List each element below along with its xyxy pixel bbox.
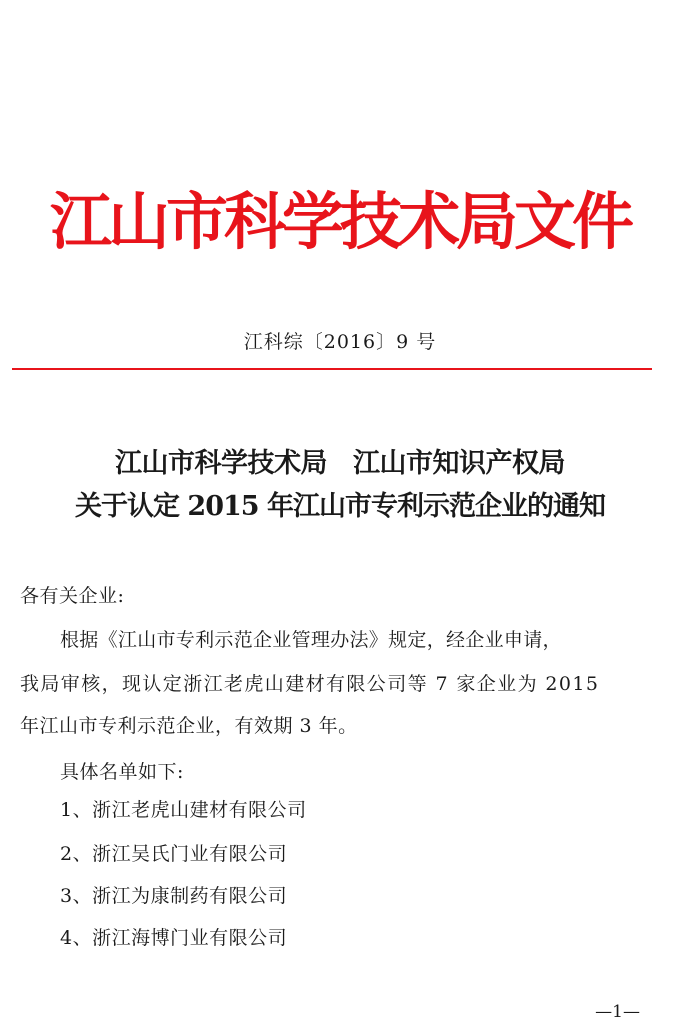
notice-issuer-2: 江山市知识产权局	[353, 448, 565, 479]
body-paragraph-line: 根据《江山市专利示范企业管理办法》规定，经企业申请，	[60, 629, 562, 651]
body-paragraph-line: 我局审核，现认定浙江老虎山建材有限公司等 7 家企业为 2015	[20, 673, 600, 695]
red-divider-line	[12, 368, 652, 370]
document-number: 江科综〔2016〕9 号	[243, 331, 437, 353]
list-item: 4、浙江海博门业有限公司	[60, 927, 288, 949]
salutation: 各有关企业:	[20, 585, 125, 607]
document-header-title: 江山市科学技术局文件	[49, 185, 630, 258]
page-number: —1—	[595, 1002, 640, 1022]
list-item: 1、浙江老虎山建材有限公司	[60, 799, 307, 821]
list-item: 2、浙江吴氏门业有限公司	[60, 843, 288, 865]
notice-title-line-1	[0, 446, 680, 482]
list-item: 3、浙江为康制药有限公司	[60, 885, 288, 907]
notice-title-line-2: 关于认定 2015 年江山市专利示范企业的通知	[75, 491, 605, 522]
body-paragraph-line: 年江山市专利示范企业，有效期 3 年。	[20, 715, 358, 737]
list-intro: 具体名单如下:	[60, 761, 184, 783]
notice-issuer-1: 江山市科学技术局	[115, 448, 327, 479]
